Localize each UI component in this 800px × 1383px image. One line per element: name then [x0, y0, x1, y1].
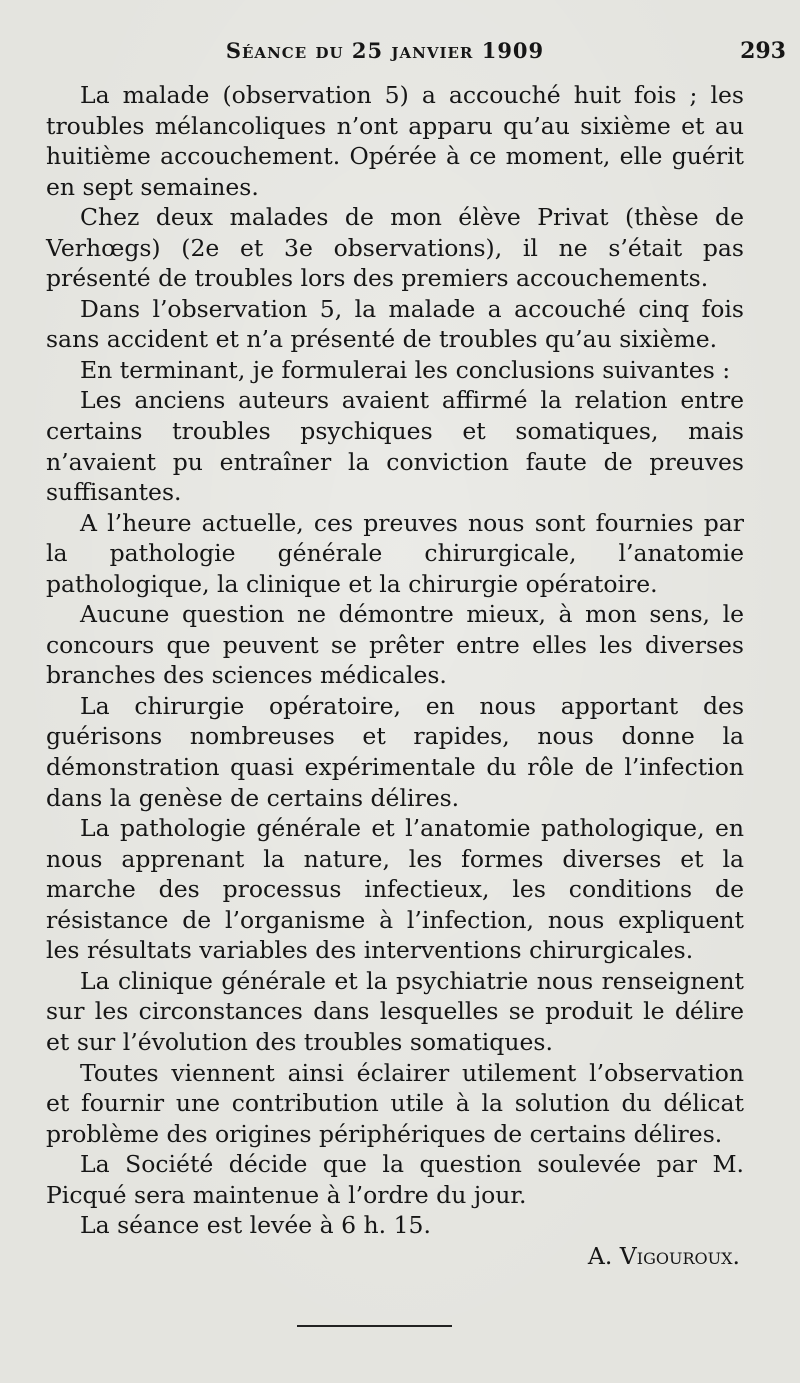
page-header — [0, 38, 800, 72]
paragraph: La séance est levée à 6 h. 15. — [80, 1211, 431, 1240]
paragraph: La chirurgie opératoire, en nous apportant des guérisons nombreuses et rapides, nous donne la démonstration quasi expérimentale du rôle de l’infection dans la genèse de certains délires. — [46, 691, 744, 812]
running-title: Séance du 25 janvier 1909 — [225, 38, 545, 63]
paragraph: La Société décide que la question soulevée par M. Picqué sera maintenue à l’ordre du jour. — [46, 1150, 744, 1209]
paragraph: La malade (observation 5) a accouché huit fois ; les troubles mélancoliques n’ont apparu qu’au sixième et au huitième accouchement. Opérée à ce moment, elle guérit en sept semaines. — [46, 81, 744, 201]
paragraph: En terminant, je formulerai les conclusions suivantes : — [80, 355, 731, 384]
paragraph: Dans l’observation 5, la malade a accouché cinq fois sans accident et n’a présenté de troubles qu’au sixième. — [46, 294, 744, 354]
paragraph: Les anciens auteurs avaient affirmé la relation entre certains troubles psychiques et somatiques, mais n’avaient pu entraîner la conviction faute de preuves suffisantes. — [46, 386, 744, 507]
paragraph: Aucune question ne démontre mieux, à mon sens, le concours que peuvent se prêter entre elles les diverses branches des sciences médicales. — [46, 600, 744, 690]
body-text — [46, 80, 744, 1271]
section-divider — [297, 1325, 452, 1327]
paragraph: Toutes viennent ainsi éclairer utilement l’observation et fournir une contribution utile à la solution du délicat problème des origines périphériques de certains délires. — [46, 1058, 744, 1148]
paragraph: La clinique générale et la psychiatrie nous renseignent sur les circonstances dans lesquelles se produit le délire et sur l’évolution des troubles somatiques. — [46, 966, 744, 1056]
paragraph: A l’heure actuelle, ces preuves nous sont fournies par la pathologie générale chirurgicale, l’anatomie pathologique, la clinique et la chirurgie opératoire. — [46, 508, 744, 598]
signature: A. Vigouroux. — [587, 1241, 740, 1270]
page-number: 293 — [740, 38, 786, 64]
paragraph: Chez deux malades de mon élève Privat (thèse de Verhœgs) (2e et 3e observations), il ne s’était pas présenté de troubles lors des premiers accouchements. — [46, 203, 744, 293]
paragraph: La pathologie générale et l’anatomie pathologique, en nous apprenant la nature, les formes diverses et la marche des processus infectieux, les conditions de résistance de l’organisme à l’infection, nous expliquent les résultats variables des interventions chirurgicales. — [46, 814, 744, 965]
